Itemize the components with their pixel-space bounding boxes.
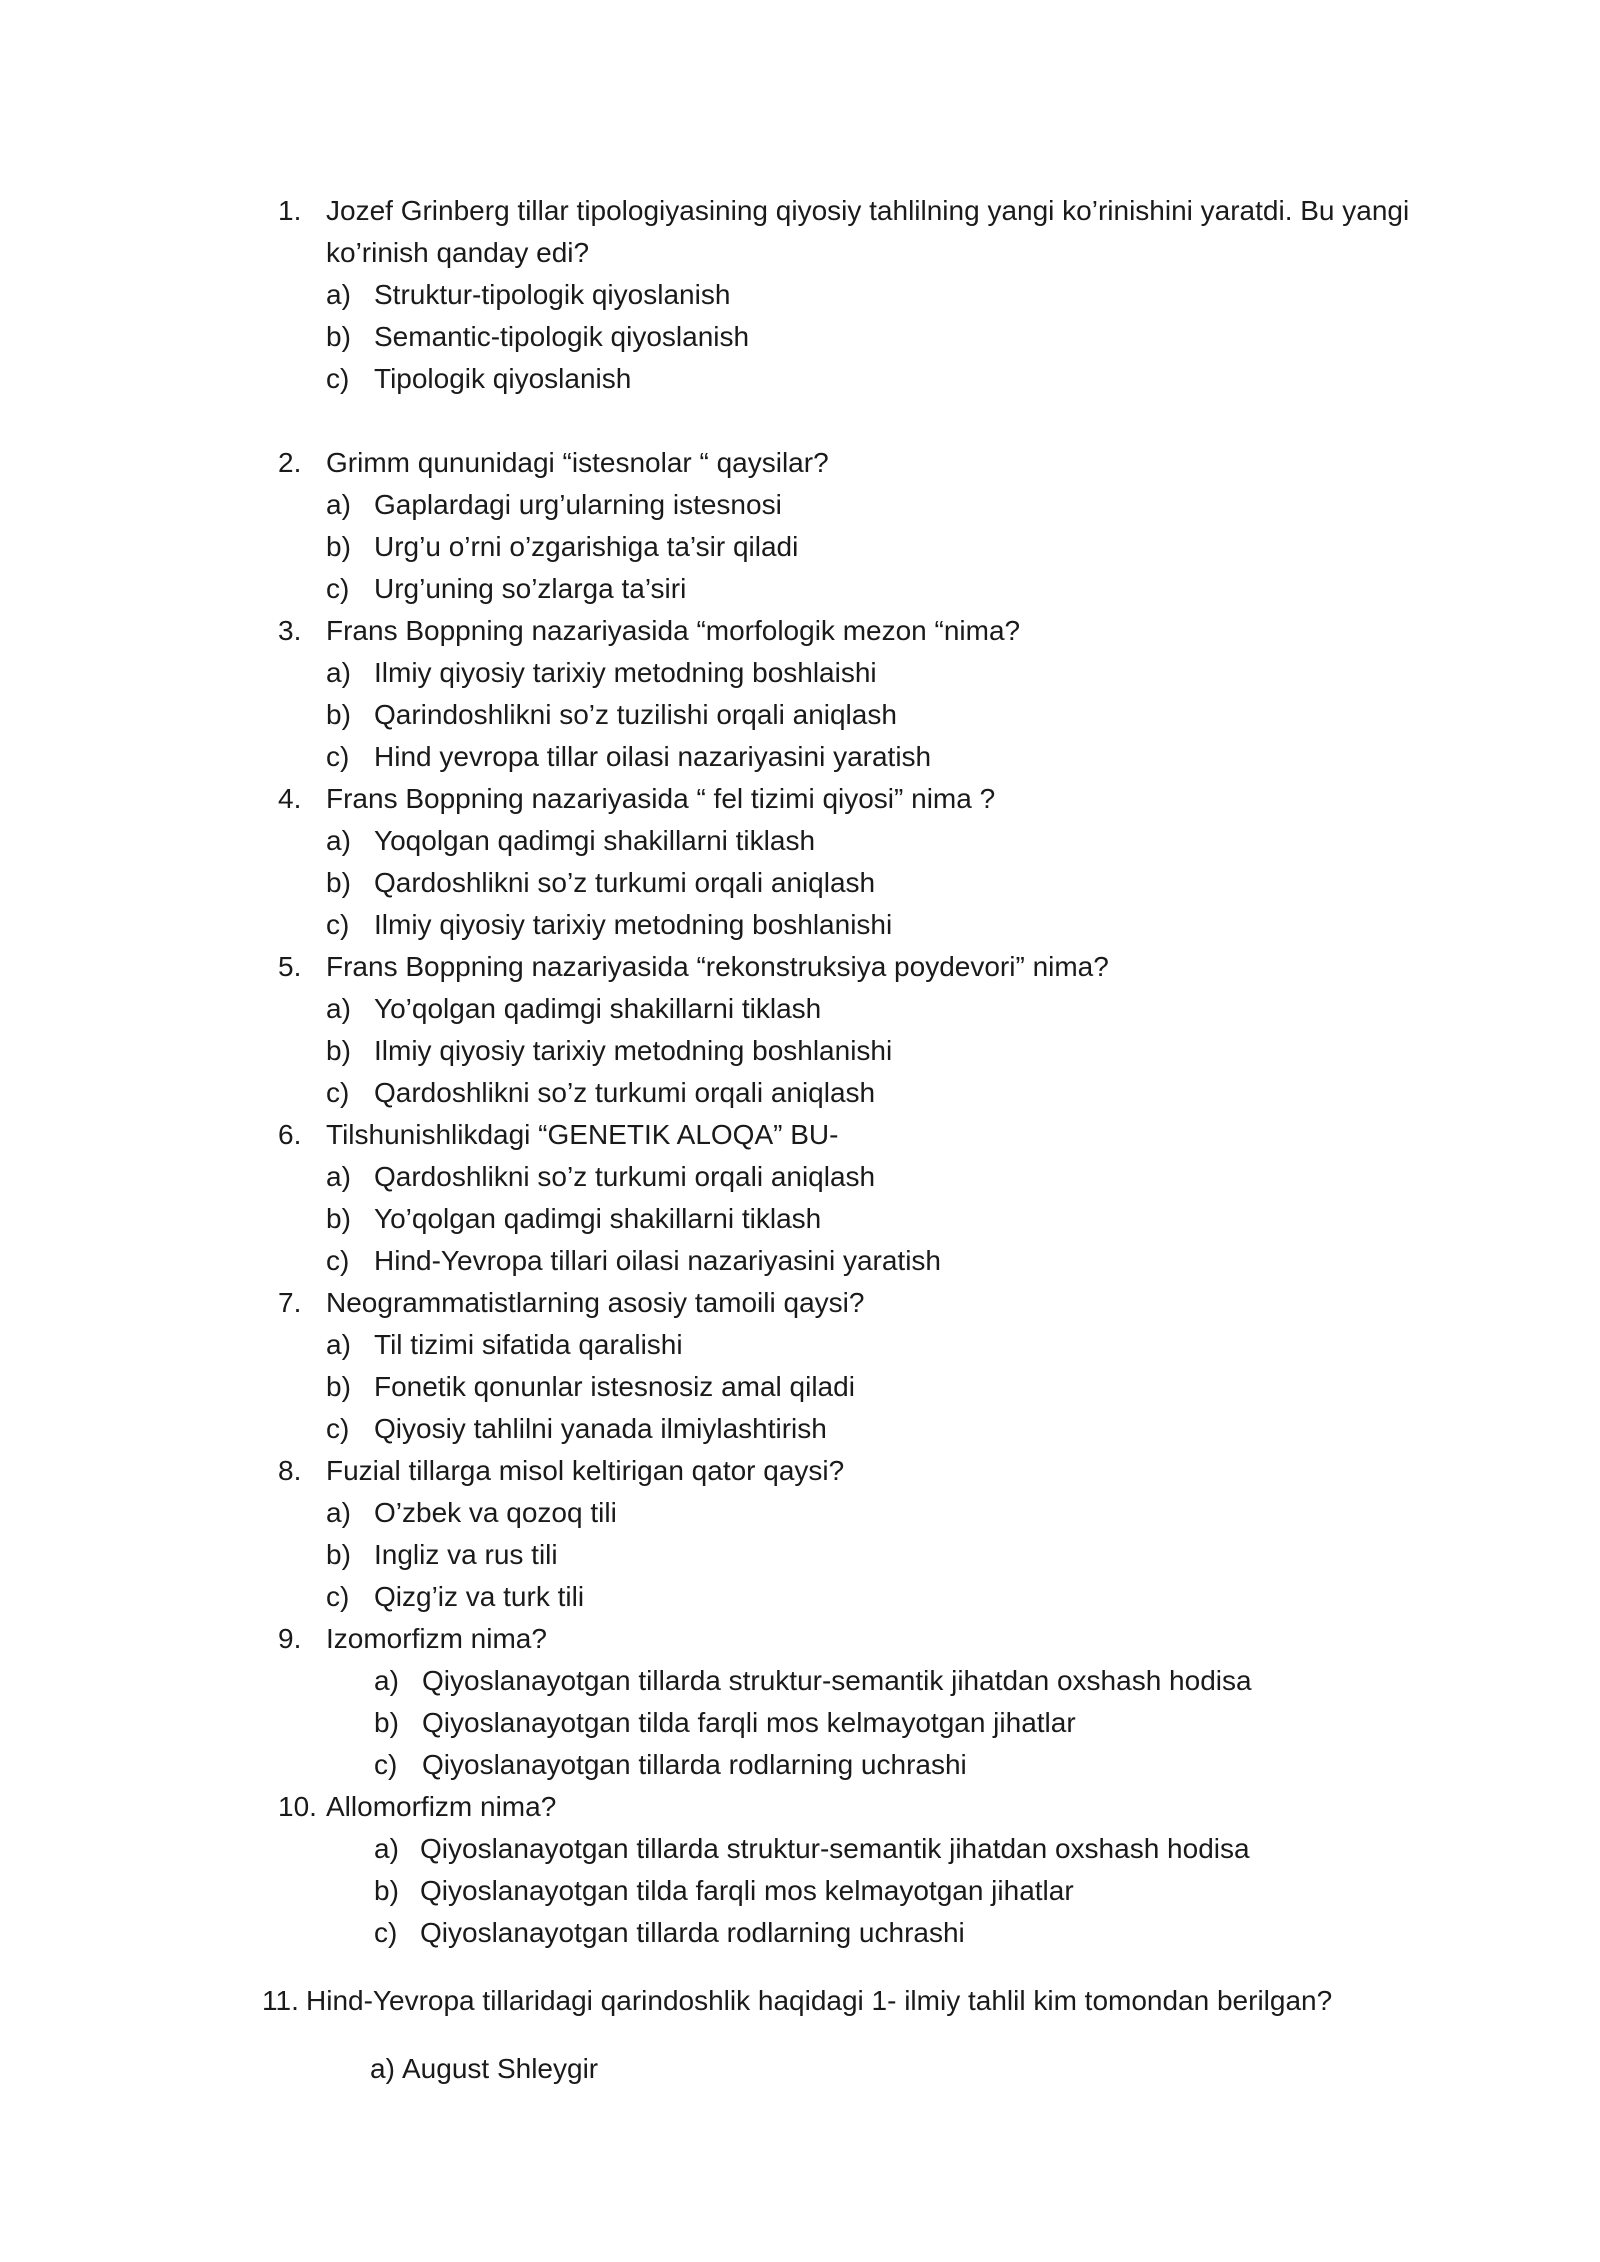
- option-letter: b): [326, 699, 351, 730]
- question-text: Frans Boppning nazariyasida “morfologik mezon “nima?: [326, 615, 1021, 646]
- option-letter: a): [374, 1833, 399, 1864]
- option-letter: c): [326, 1245, 350, 1276]
- option-text: Gaplardagi urg’ularning istesnosi: [374, 489, 782, 520]
- option-text: Qiyoslanayotgan tillarda rodlarning uchrashi: [422, 1749, 967, 1780]
- option-letter: a): [326, 825, 351, 856]
- option-letter: c): [326, 1413, 350, 1444]
- option-letter: c): [326, 741, 350, 772]
- option-letter: b): [326, 1539, 351, 1570]
- question-number: 4.: [278, 783, 302, 814]
- option-text: Yo’qolgan qadimgi shakillarni tiklash: [374, 993, 822, 1024]
- option-text: Hind yevropa tillar oilasi nazariyasini yaratish: [374, 741, 932, 772]
- option-text: Til tizimi sifatida qaralishi: [374, 1329, 683, 1360]
- question-number: 5.: [278, 951, 302, 982]
- option-letter: b): [326, 531, 351, 562]
- question-text: Frans Boppning nazariyasida “rekonstruksiya poydevori” nima?: [326, 951, 1109, 982]
- question-text: Allomorfizm nima?: [326, 1791, 557, 1822]
- option-text: Qiyoslanayotgan tillarda struktur-semantik jihatdan oxshash hodisa: [422, 1665, 1252, 1696]
- question-number: 7.: [278, 1287, 302, 1318]
- option-text: Tipologik qiyoslanish: [374, 363, 632, 394]
- option-letter: b): [374, 1875, 399, 1906]
- question-text: Fuzial tillarga misol keltirigan qator qaysi?: [326, 1455, 845, 1486]
- option-letter: a): [326, 1161, 351, 1192]
- option-text: Qiyoslanayotgan tillarda rodlarning uchrashi: [420, 1917, 965, 1948]
- option-text: Urg’u o’rni o’zgarishiga ta’sir qiladi: [374, 531, 799, 562]
- question-text: Neogrammatistlarning asosiy tamoili qaysi?: [326, 1287, 865, 1318]
- question-number: 11.: [262, 1985, 299, 2016]
- option-text: Qiyosiy tahlilni yanada ilmiylashtirish: [374, 1413, 827, 1444]
- option-letter: b): [374, 1707, 399, 1738]
- question-text: Tilshunishlikdagi “GENETIK ALOQA” BU-: [326, 1119, 839, 1150]
- option-text: Hind-Yevropa tillari oilasi nazariyasini yaratish: [374, 1245, 941, 1276]
- question-number: 3.: [278, 615, 302, 646]
- option-text: Urg’uning so’zlarga ta’siri: [374, 573, 687, 604]
- option-text: Ilmiy qiyosiy tarixiy metodning boshlaishi: [374, 657, 877, 688]
- question-text: Grimm qununidagi “istesnolar “ qaysilar?: [326, 447, 829, 478]
- option-text: Qardoshlikni so’z turkumi orqali aniqlash: [374, 1077, 876, 1108]
- question-number: 1.: [278, 195, 302, 226]
- option-text: Struktur-tipologik qiyoslanish: [374, 279, 731, 310]
- option-letter: c): [326, 363, 350, 394]
- option-letter: c): [326, 909, 350, 940]
- option-text: Yoqolgan qadimgi shakillarni tiklash: [374, 825, 816, 856]
- option-text: Qardoshlikni so’z turkumi orqali aniqlash: [374, 1161, 876, 1192]
- option-letter: b): [326, 867, 351, 898]
- question-number: 6.: [278, 1119, 302, 1150]
- option-text: Ilmiy qiyosiy tarixiy metodning boshlanishi: [374, 1035, 893, 1066]
- option-letter: a): [326, 489, 351, 520]
- question-text: ko’rinish qanday edi?: [326, 237, 590, 268]
- question-number: 2.: [278, 447, 302, 478]
- option-letter: b): [326, 1035, 351, 1066]
- option-letter: b): [326, 1371, 351, 1402]
- option-letter: b): [326, 1203, 351, 1234]
- option-letter: c): [326, 1581, 350, 1612]
- option-letter: b): [326, 321, 351, 352]
- question-text: Jozef Grinberg tillar tipologiyasining qiyosiy tahlilning yangi ko’rinishini yaratdi. Bu yangi: [326, 195, 1410, 226]
- option-text: Fonetik qonunlar istesnosiz amal qiladi: [374, 1371, 855, 1402]
- option-letter: a): [370, 2053, 395, 2084]
- question-text: Hind-Yevropa tillaridagi qarindoshlik haqidagi 1- ilmiy tahlil kim tomondan berilgan?: [306, 1985, 1333, 2016]
- option-letter: c): [326, 1077, 350, 1108]
- question-number: 8.: [278, 1455, 302, 1486]
- option-text: Ilmiy qiyosiy tarixiy metodning boshlanishi: [374, 909, 893, 940]
- option-letter: a): [326, 279, 351, 310]
- option-letter: a): [326, 1329, 351, 1360]
- question-text: Izomorfizm nima?: [326, 1623, 547, 1654]
- question-number: 10.: [278, 1791, 317, 1822]
- option-text: Ingliz va rus tili: [374, 1539, 558, 1570]
- option-text: August Shleygir: [402, 2053, 599, 2084]
- option-text: O’zbek va qozoq tili: [374, 1497, 617, 1528]
- option-letter: c): [374, 1749, 398, 1780]
- option-text: Qizg’iz va turk tili: [374, 1581, 585, 1612]
- option-letter: a): [326, 1497, 351, 1528]
- option-text: Qardoshlikni so’z turkumi orqali aniqlash: [374, 867, 876, 898]
- question-number: 9.: [278, 1623, 302, 1654]
- question-text: Frans Boppning nazariyasida “ fel tizimi qiyosi” nima ?: [326, 783, 996, 814]
- option-text: Qiyoslanayotgan tillarda struktur-semantik jihatdan oxshash hodisa: [420, 1833, 1250, 1864]
- option-text: Qarindoshlikni so’z tuzilishi orqali aniqlash: [374, 699, 897, 730]
- option-text: Qiyoslanayotgan tilda farqli mos kelmayotgan jihatlar: [422, 1707, 1076, 1738]
- option-letter: a): [326, 657, 351, 688]
- option-text: Semantic-tipologik qiyoslanish: [374, 321, 750, 352]
- option-letter: a): [374, 1665, 399, 1696]
- option-letter: c): [326, 573, 350, 604]
- option-text: Yo’qolgan qadimgi shakillarni tiklash: [374, 1203, 822, 1234]
- option-letter: a): [326, 993, 351, 1024]
- option-letter: c): [374, 1917, 398, 1948]
- option-text: Qiyoslanayotgan tilda farqli mos kelmayotgan jihatlar: [420, 1875, 1074, 1906]
